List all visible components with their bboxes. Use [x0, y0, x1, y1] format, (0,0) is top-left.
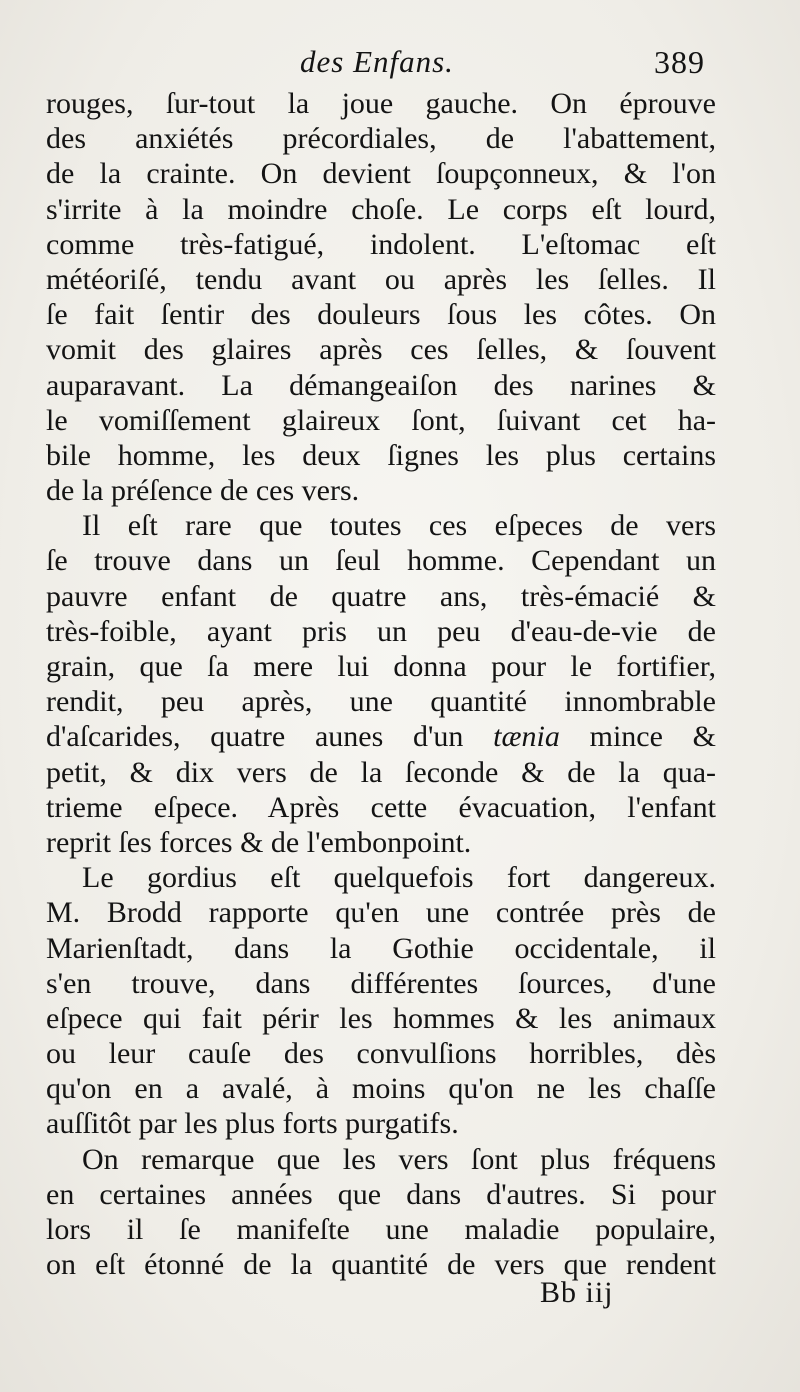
text-line: lors il ſe manifeſte une maladie populaire,: [46, 1213, 716, 1246]
text-line: M. Brodd rapporte qu'en une contrée près de: [46, 896, 716, 930]
text-line: comme très-fatigué, indolent. L'eſtomac eſt: [46, 227, 716, 261]
text-line: auparavant. La démangeaiſon des narines &: [46, 368, 716, 402]
page-header: [0, 44, 800, 84]
running-head: des Enfans.: [300, 44, 454, 79]
text-segment: mince &: [559, 720, 716, 754]
text-line: reprit ſes forces & de l'embonpoint.: [46, 825, 472, 859]
text-line: ſe fait ſentir des douleurs ſous les côtes. On: [46, 298, 716, 332]
italic-term: tænia: [493, 720, 560, 754]
text-line: en certaines années que dans d'autres. Si pour: [46, 1177, 716, 1211]
text-line: Le gordius eſt quelquefois fort dangereux.: [82, 861, 716, 895]
text-line: qu'on en a avalé, à moins qu'on ne les chaſſe: [46, 1072, 716, 1106]
text-line: rouges, ſur-tout la joue gauche. On éprouve: [46, 87, 716, 120]
text-line: bile homme, les deux ſignes les plus certains: [46, 438, 716, 472]
printer-signature: Bb iij: [540, 1276, 614, 1309]
text-line: Marienſtadt, dans la Gothie occidentale, il: [46, 931, 716, 965]
text-line: on eſt étonné de la quantité de vers que rendent: [46, 1248, 716, 1282]
page-number: 389: [654, 44, 705, 80]
body-text: [46, 86, 716, 1282]
text-line: Il eſt rare que toutes ces eſpeces de vers: [82, 509, 716, 543]
text-line: pauvre enfant de quatre ans, très-émacié &: [46, 579, 716, 613]
text-line: météoriſé, tendu avant ou après les ſelles. Il: [46, 262, 716, 296]
text-line: très-foible, ayant pris un peu d'eau-de-vie de: [46, 614, 716, 648]
text-line: de la préſence de ces vers.: [46, 474, 360, 508]
text-line: On remarque que les vers ſont plus fréquens: [82, 1142, 716, 1176]
text-line: des anxiétés précordiales, de l'abattement,: [46, 122, 716, 156]
text-segment: d'aſcarides, quatre aunes d'un: [46, 720, 494, 754]
text-line: eſpece qui fait périr les hommes & les animaux: [46, 1001, 716, 1035]
text-line: s'en trouve, dans différentes ſources, d'une: [46, 966, 716, 1000]
text-line: rendit, peu après, une quantité innombrable: [46, 685, 716, 719]
text-line: petit, & dix vers de la ſeconde & de la qua-: [46, 755, 716, 789]
text-line: auſſitôt par les plus forts purgatifs.: [46, 1107, 459, 1141]
text-line: de la crainte. On devient ſoupçonneux, & l'on: [46, 157, 716, 191]
text-line: ſe trouve dans un ſeul homme. Cependant un: [46, 544, 716, 578]
text-line: grain, que ſa mere lui donna pour le fortifier,: [46, 650, 716, 683]
text-line: [46, 719, 716, 754]
text-line: trieme eſpece. Après cette évacuation, l'enfant: [46, 790, 716, 824]
text-line: vomit des glaires après ces ſelles, & ſouvent: [46, 333, 716, 367]
text-line: ou leur cauſe des convulſions horribles, dès: [46, 1037, 716, 1071]
text-line: le vomiſſement glaireux ſont, ſuivant cet ha-: [46, 403, 716, 437]
text-line: s'irrite à la moindre choſe. Le corps eſt lourd,: [46, 192, 716, 226]
